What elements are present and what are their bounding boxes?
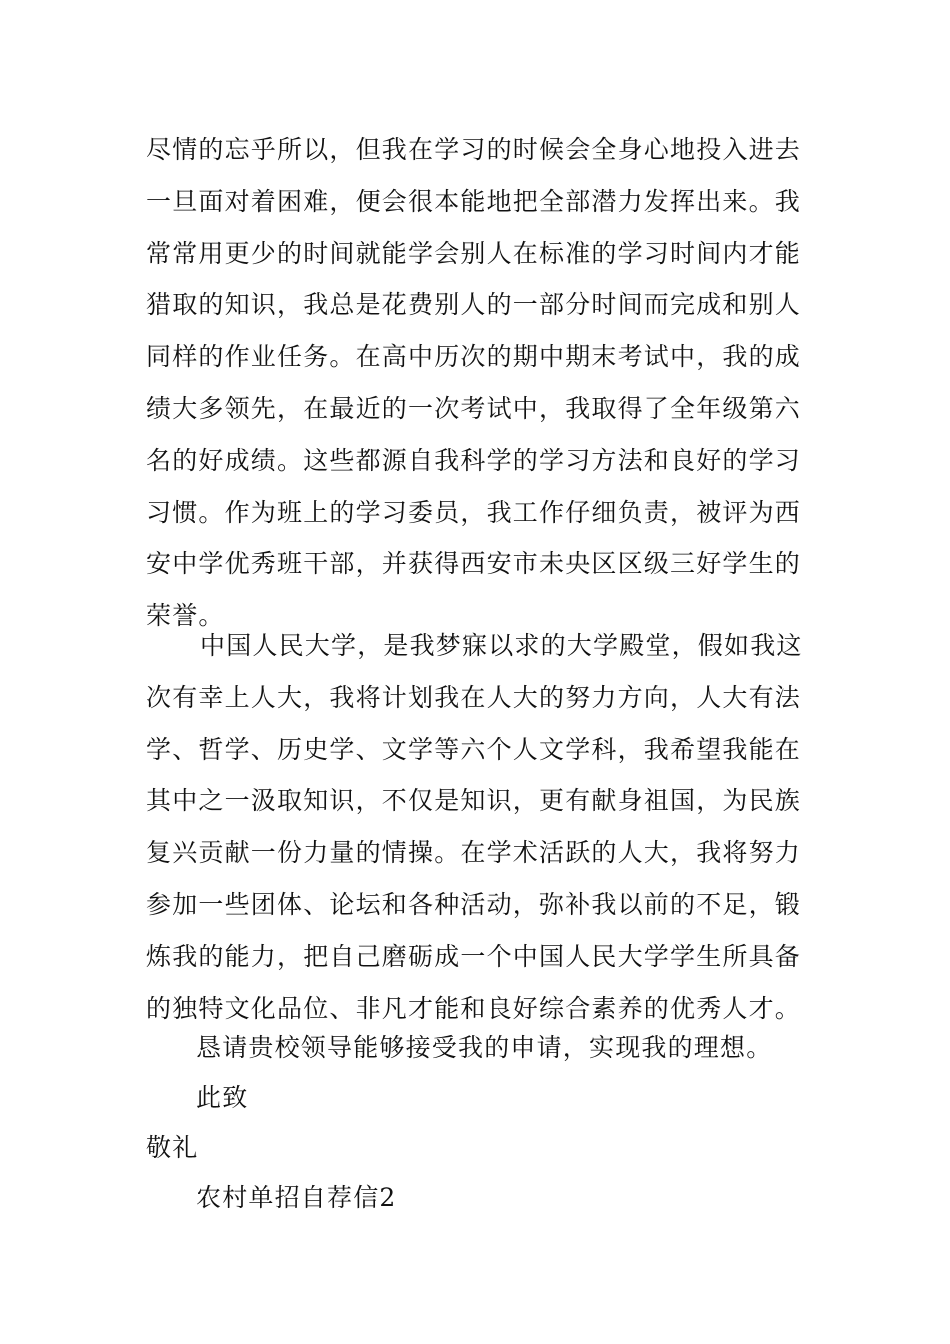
text-line: 习惯。作为班上的学习委员，我工作仔细负责，被评为西: [146, 497, 802, 527]
section-title: 农村单招自荐信2: [196, 1183, 397, 1212]
request-paragraph: [146, 1022, 826, 1074]
request-line: 恳请贵校领导能够接受我的申请，实现我的理想。: [196, 1033, 773, 1062]
text-line: 同样的作业任务。在高中历次的期中期末考试中，我的成: [146, 342, 802, 372]
text-line: 中国人民大学，是我梦寐以求的大学殿堂，假如我这: [200, 631, 803, 660]
text-line: 一旦面对着困难，便会很本能地把全部潜力发挥出来。我: [146, 186, 802, 216]
closing-line-1: 此致: [196, 1083, 249, 1112]
text-line: 常常用更少的时间就能学会别人在标准的学习时间内才能: [146, 238, 802, 268]
text-line: 其中之一汲取知识，不仅是知识，更有献身祖国，为民族: [146, 786, 802, 816]
closing-regards: [146, 1122, 826, 1174]
body-paragraph-2: [146, 620, 826, 1034]
text-line: 尽情的忘乎所以，但我在学习的时候会全身心地投入进去: [146, 135, 802, 164]
text-line: 次有幸上人大，我将计划我在人大的努力方向，人大有法: [146, 682, 802, 712]
text-line: 名的好成绩。这些都源自我科学的学习方法和良好的学习: [146, 445, 802, 475]
body-paragraph-1: [146, 124, 826, 642]
text-line: 参加一些团体、论坛和各种活动，弥补我以前的不足，锻: [146, 889, 802, 919]
next-letter-title: [146, 1172, 826, 1224]
closing-line-2: 敬礼: [146, 1133, 199, 1162]
text-line: 荣誉。: [146, 601, 225, 631]
closing-salutation: [146, 1072, 826, 1124]
text-line: 绩大多领先，在最近的一次考试中，我取得了全年级第六: [146, 393, 802, 423]
text-line: 安中学优秀班干部，并获得西安市未央区区级三好学生的: [146, 549, 802, 579]
text-line: 学、哲学、历史学、文学等六个人文学科，我希望我能在: [146, 734, 802, 764]
text-line: 的独特文化品位、非凡才能和良好综合素养的优秀人才。: [146, 993, 802, 1023]
text-line: 炼我的能力，把自己磨砺成一个中国人民大学学生所具备: [146, 941, 802, 971]
text-line: 复兴贡献一份力量的情操。在学术活跃的人大，我将努力: [146, 838, 802, 868]
text-line: 猎取的知识，我总是花费别人的一部分时间而完成和别人: [146, 290, 802, 320]
